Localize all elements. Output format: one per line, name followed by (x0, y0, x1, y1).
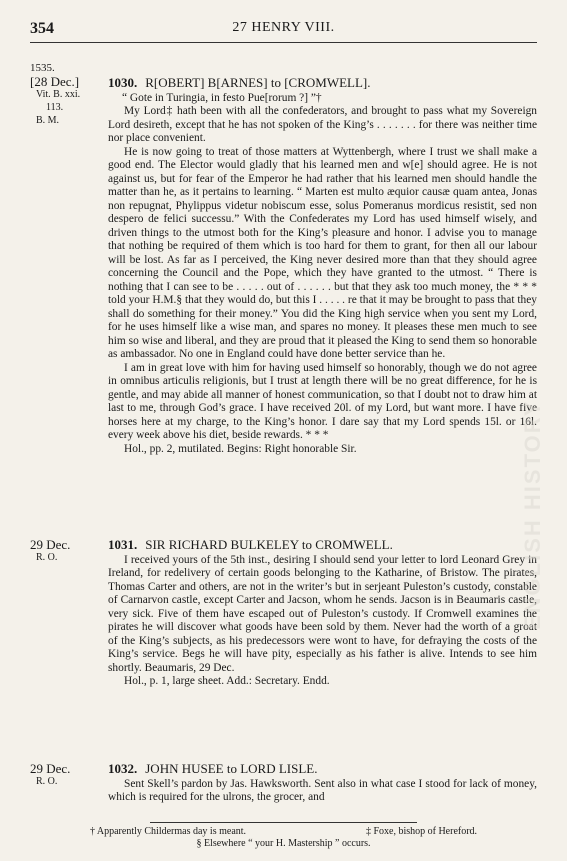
entry-paragraph: My Lord‡ hath been with all the confederators, and brought to pass what my Sovereign Lord desireth, except that he has not spoken of the King’s . . . . . . . for there was neither time nor place convenient. (108, 105, 537, 144)
footnotes (30, 826, 537, 850)
footnote-section: § Elsewhere “ your H. Mastership ” occurs. (196, 838, 371, 849)
entry-ref: R. O. (36, 552, 58, 563)
footnote-dagger: † Apparently Childermas day is meant. (89, 826, 247, 837)
entry-paragraph: He is now going to treat of those matters at Wyttenbergh, where I trust we shall make a good end. The Elector would gladly that his learned men and w[e] should agree. He is not against us, but for fear of the Emperor he had rather that his learned men should handle the matter than he, as it pertains to learning. “ Marten est multo æquior causæ quam antea, Jonas non repugnat, Phylippus videtur nobiscum esse, solus Pomeranus mordicus resistit, sed non despero de felici successu.” With the Confederates my Lord has used himself wisely, and driven things to the utmost both for the King’s pleasure and honor. I advise you to manage that nothing be required of them which is too hard for them to grant, for then all our labour will be lost. As far as I perceived, the King never desired more than that they should agree concerning the Council and the Pope, which they have granted to the utmost. “ There is nothing that I can see to be . . . . . out of . . . . . . but that they ask too much money, the * * * told your H.M.§ that they would do, but this I . . . . . re that it may be brought to pass that they shall do something for their money.” You did the King high service when you sent my Lord, for he uses himself like a wise man, and spares no money. It pleases these men much to see him so wise and liberal, and they are proud that it pleased the King to send them so honorable as ambassador. No one in England could have done better service than he. (108, 145, 537, 360)
entry-heading (108, 762, 537, 776)
entry-heading (108, 76, 537, 90)
entry-title: JOHN HUSEE to LORD LISLE. (145, 761, 318, 776)
margin-entry-1030 (30, 62, 106, 127)
footnote-double-dagger: ‡ Foxe, bishop of Hereford. (365, 826, 478, 837)
margin-entry-1032 (30, 762, 106, 788)
entry-date: 29 Dec. (30, 537, 71, 552)
entry-paragraph: I received yours of the 5th inst., desiring I should send your letter to lord Leonard Grey in Ireland, for redelivery of certain goods belonging to the Katharine, of Bristow. The pirates, Thomas Carter and others, are not in the writer’s but in serjeant Puleston’s custody, constable of Carnarvon castle, except Carter and Jacson, whom he sends. Jacson is in Beaumaris castle, very sick. Five of them have escaped out of Puleston’s custody. If Cromwell examines the pirates he will discover what goods have been sold by them. Never had the worth of a groat of the King’s subjects, as his predecessors were wont to have, for defraying the costs of the King’s service. Begs he will have pity, especially as his father is alive. Intends to see him shortly. Beaumaris, 29 Dec. (108, 553, 537, 674)
entry-ref: B. M. (36, 115, 60, 126)
entry-date: [28 Dec.] (30, 74, 80, 89)
entry-ref: 113. (46, 102, 64, 113)
entry-dateline: “ Gote in Turingia, in festo Pue[rorum ?] ”† (122, 91, 322, 104)
entry-ref: R. O. (36, 776, 58, 787)
entry-number: 1032. (108, 761, 138, 776)
entry-ref: Vit. B. xxi. (36, 89, 81, 100)
footnote-rule (150, 822, 417, 823)
entry-paragraph: I am in great love with him for having used himself so honorably, though we do not agree in omnibus articulis religionis, but I trust at length there will be no great difference, for he is gentle, and may abide all manner of honest communication, so that I doubt not to draw him at last to me, through God’s grace. I have received 20l. of my Lord, but want more. I have five horses here at my charge, to the King’s honor. I dare say that my Lord spends 15l. or 16l. every week above his diet, beside rewards. * * * (108, 361, 537, 441)
entry-title: R[OBERT] B[ARNES] to [CROMWELL]. (145, 75, 371, 90)
page-number: 354 (30, 20, 54, 37)
entry-1032 (108, 762, 537, 805)
entry-heading (108, 538, 537, 552)
entry-paragraph: Sent Skell’s pardon by Jas. Hawksworth. Sent also in what case I stood for lack of money, which is required for the ulrons, the grocer, and (108, 777, 537, 803)
entry-1030 (108, 76, 537, 456)
entry-meta: Hol., pp. 2, mutilated. Begins: Right honorable Sir. (124, 442, 357, 455)
year-label: 1535. (30, 62, 55, 74)
running-title: 27 HENRY VIII. (232, 20, 335, 35)
running-head (30, 20, 537, 40)
entry-title: SIR RICHARD BULKELEY to CROMWELL. (145, 537, 393, 552)
header-rule (30, 42, 537, 43)
entry-number: 1031. (108, 537, 138, 552)
watermark-stamp: ENGLISH HISTORY (520, 399, 545, 630)
entry-number: 1030. (108, 75, 138, 90)
entry-meta: Hol., p. 1, large sheet. Add.: Secretary. Endd. (124, 675, 330, 687)
margin-entry-1031 (30, 538, 106, 564)
entry-date: 29 Dec. (30, 761, 71, 776)
entry-1031 (108, 538, 537, 689)
